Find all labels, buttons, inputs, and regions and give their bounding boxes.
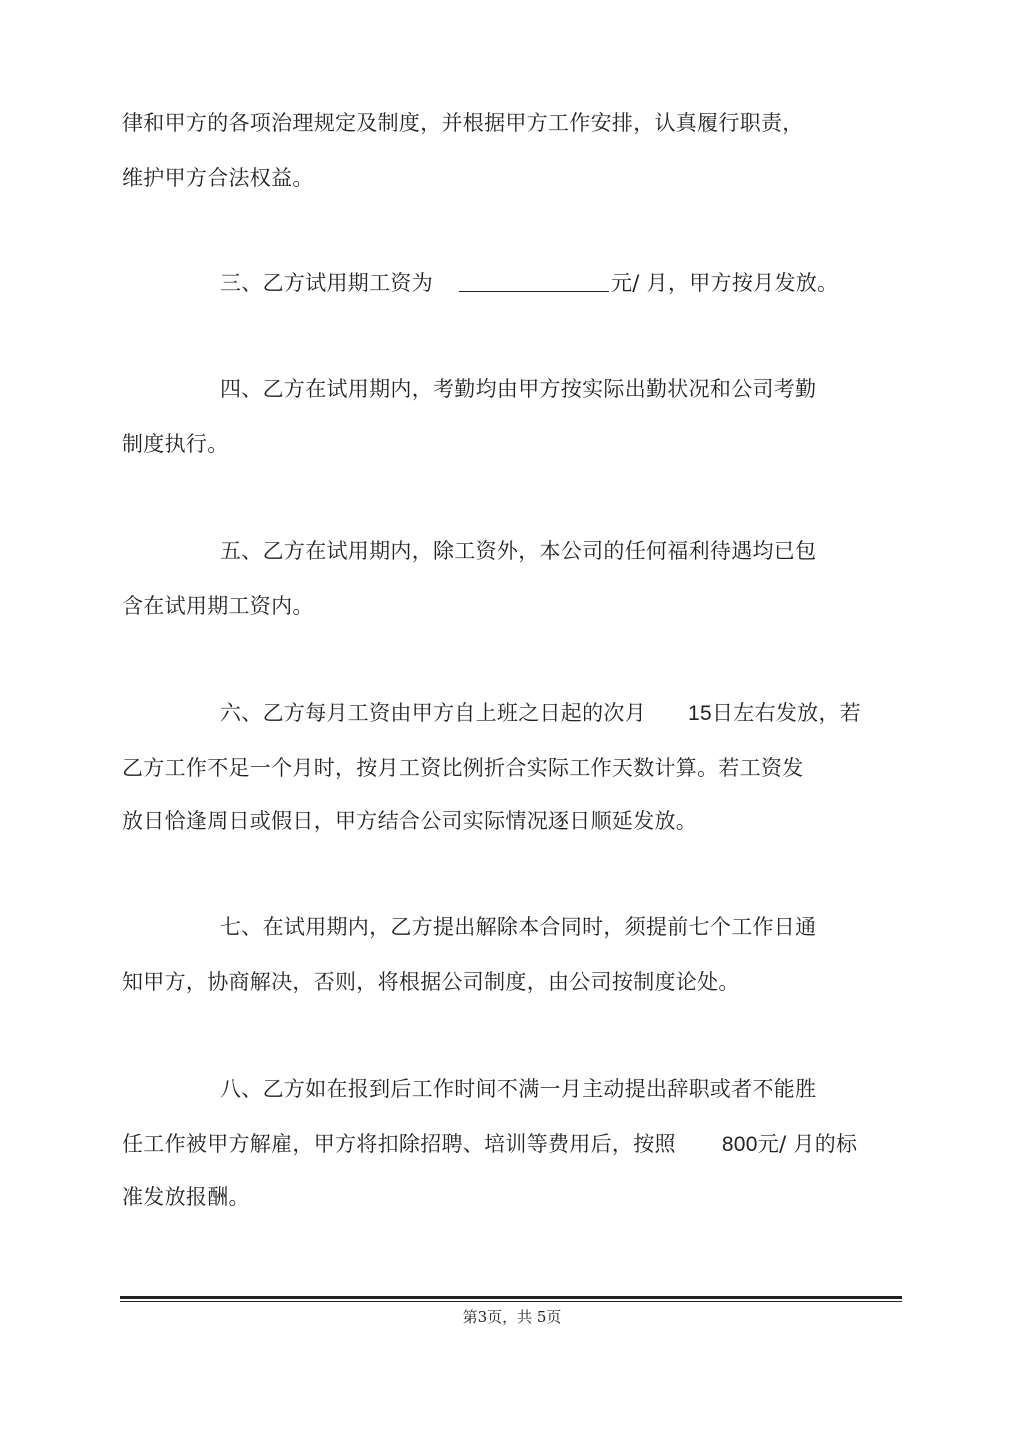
page-number: 第3页，共 5页 <box>462 1308 562 1326</box>
text-line: 五、乙方在试用期内，除工资外，本公司的任何福利待遇均已包 <box>220 539 817 563</box>
text-fragment: 日左右发放，若 <box>711 701 862 725</box>
text-line: 放日恰逢周日或假日，甲方结合公司实际情况逐日顺延发放。 <box>122 809 698 833</box>
text-line: 维护甲方合法权益。 <box>122 166 314 190</box>
text-fragment: 元/ 月的标 <box>757 1132 858 1156</box>
salary-blank <box>459 271 609 292</box>
clause-6 <box>220 698 861 729</box>
text-fragment: 三、乙方试用期工资为 <box>220 271 433 295</box>
text-line: 乙方工作不足一个月时，按月工资比例折合实际工作天数计算。若工资发 <box>122 756 804 780</box>
text-line: 准发放报酬。 <box>122 1185 250 1209</box>
text-line: 知甲方，协商解决，否则，将根据公司制度，由公司按制度论处。 <box>122 970 740 994</box>
text-line: 制度执行。 <box>122 432 229 456</box>
text-line: 七、在试用期内，乙方提出解除本合同时，须提前七个工作日通 <box>220 915 817 939</box>
text-fragment: 元/ 月，甲方按月发放。 <box>611 271 839 295</box>
footer-divider <box>120 1296 902 1299</box>
text-fragment: 任工作被甲方解雇，甲方将扣除招聘、培训等费用后，按照 <box>122 1132 676 1156</box>
text-line: 四、乙方在试用期内，考勤均由甲方按实际出勤状况和公司考勤 <box>220 377 817 401</box>
text-line: 律和甲方的各项治理规定及制度，并根据甲方工作安排，认真履行职责， <box>122 111 804 135</box>
pay-day-number: 15 <box>688 702 712 725</box>
clause-8-line-2 <box>122 1129 857 1160</box>
text-line: 含在试用期工资内。 <box>122 594 314 618</box>
clause-3 <box>220 268 838 298</box>
salary-amount: 800 <box>721 1133 758 1156</box>
footer-divider-thin <box>120 1301 902 1302</box>
text-line: 八、乙方如在报到后工作时间不满一月主动提出辞职或者不能胜 <box>220 1077 817 1101</box>
text-fragment: 六、乙方每月工资由甲方自上班之日起的次月 <box>220 701 646 725</box>
